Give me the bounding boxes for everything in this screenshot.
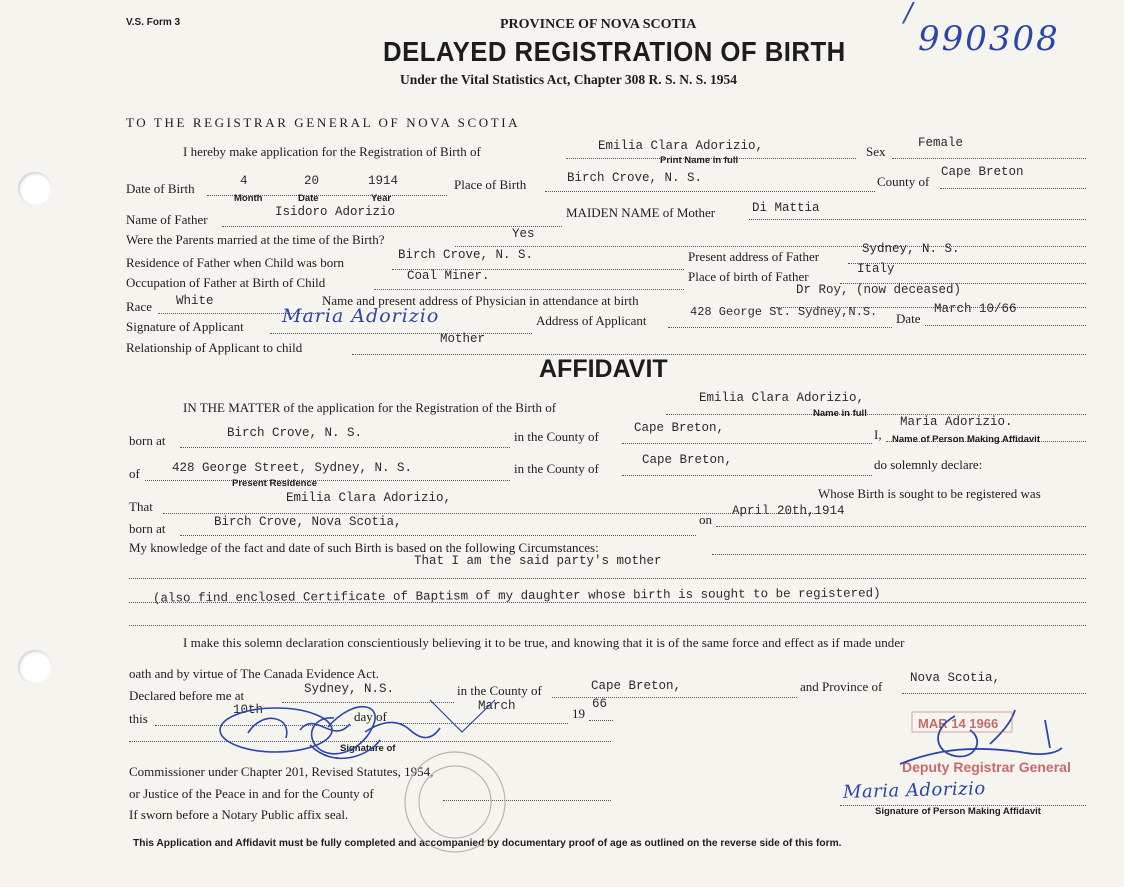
signature-of-caption: Signature of — [340, 743, 396, 754]
applicant-signature: Maria Adorizio — [282, 305, 440, 327]
present-addr-value: Sydney, N. S. — [862, 242, 960, 256]
that-name: Emilia Clara Adorizio, — [286, 491, 452, 505]
justice-line: or Justice of the Peace in and for the County of — [129, 786, 374, 801]
born-at2-label: born at — [129, 521, 166, 536]
whose-label: Whose Birth is sought to be registered was — [818, 486, 1041, 501]
dob-year: 1914 — [368, 174, 399, 188]
province-heading: PROVINCE OF NOVA SCOTIA — [500, 17, 697, 32]
check-mark: / — [904, 0, 913, 28]
circumstance-2: (also find enclosed Certificate of Baptism of my daughter whose birth is sought to be registered) — [152, 586, 881, 606]
affiant-caption: Name of Person Making Affidavit — [892, 434, 1040, 445]
declared-label: Declared before me at — [129, 688, 245, 703]
day-value: 10th — [233, 703, 264, 717]
married-value: Yes — [512, 227, 535, 241]
province-value: Nova Scotia, — [910, 671, 1001, 685]
occupation-value: Coal Miner. — [407, 269, 490, 283]
county-label: County of — [877, 174, 930, 189]
intro-label: I hereby make application for the Registration of Birth of — [183, 144, 481, 159]
born-at-value: Birch Crove, N. S. — [227, 426, 363, 440]
this-label: this — [129, 711, 148, 726]
dob-month: 4 — [240, 174, 248, 188]
on-date: April 20th,1914 — [732, 504, 845, 518]
declare-label: do solemnly declare: — [874, 457, 983, 472]
knowledge-label: My knowledge of the fact and date of such Birth is based on the following Circumstances: — [129, 540, 599, 555]
matter-label: IN THE MATTER of the application for the Registration of the Birth of — [183, 400, 557, 415]
year-prefix: 19 — [572, 706, 585, 721]
deputy-signature — [900, 710, 1062, 764]
form-id: V.S. Form 3 — [126, 17, 181, 28]
mother-name: Di Mattia — [752, 201, 820, 215]
born-at2-value: Birch Crove, Nova Scotia, — [214, 515, 402, 529]
father-birthplace-label: Place of birth of Father — [688, 269, 809, 284]
registration-number: 990308 — [918, 19, 1060, 59]
solemn-line-2: oath and by virtue of The Canada Evidence Act. — [129, 666, 379, 681]
county-value-3: Cape Breton, — [591, 679, 682, 693]
commissioner-line: Commissioner under Chapter 201, Revised Statutes, 1954, — [129, 764, 434, 779]
solemn-line-1: I make this solemn declaration conscientiously believing it to be true, and knowing that it is of the same force and effect as if made under — [183, 635, 905, 650]
date-label: Date — [896, 311, 921, 326]
relationship-value: Mother — [440, 332, 486, 346]
print-name-caption: Print Name in full — [660, 155, 739, 166]
residence-label: Residence of Father when Child was born — [126, 255, 345, 270]
received-stamp-date: MAR 14 1966 — [918, 716, 999, 731]
addressee: TO THE REGISTRAR GENERAL OF NOVA SCOTIA — [126, 115, 521, 130]
residence-caption: Present Residence — [232, 478, 318, 489]
county-label-3: in the County of — [457, 683, 542, 698]
father-birthplace-value: Italy — [857, 262, 895, 276]
race-label: Race — [126, 299, 152, 314]
mother-label: MAIDEN NAME of Mother — [566, 205, 716, 220]
declared-place: Sydney, N.S. — [304, 682, 395, 696]
applicant-addr-value: 428 George St. Sydney,N.S. — [690, 305, 878, 319]
married-label: Were the Parents married at the time of the Birth? — [126, 232, 385, 247]
day-of-label: day of — [354, 709, 387, 724]
sex-label: Sex — [866, 144, 886, 159]
affidavit-name: Emilia Clara Adorizio, — [699, 391, 865, 405]
residence-value: Birch Crove, N. S. — [398, 248, 534, 262]
notary-seal — [405, 752, 505, 852]
occupation-label: Occupation of Father at Birth of Child — [126, 275, 326, 290]
notary-line: If sworn before a Notary Public affix seal. — [129, 807, 349, 822]
act-subtitle: Under the Vital Statistics Act, Chapter 308 R. S. N. S. 1954 — [400, 72, 738, 87]
physician-value: Dr Roy, (now deceased) — [796, 283, 962, 297]
deputy-registrar-caption: Deputy Registrar General — [902, 759, 1071, 775]
county-label-1: in the County of — [514, 429, 599, 444]
affiant-signature-caption: Signature of Person Making Affidavit — [875, 806, 1041, 817]
received-stamp — [912, 712, 1012, 732]
county-value-2: Cape Breton, — [642, 453, 733, 467]
county-value: Cape Breton — [941, 165, 1024, 179]
dob-label: Date of Birth — [126, 181, 195, 196]
commissioner-signature — [220, 700, 495, 758]
province-label: and Province of — [800, 679, 883, 694]
county-value-1: Cape Breton, — [634, 421, 725, 435]
affiant-name: Maria Adorizio. — [900, 415, 1013, 429]
residence-affidavit: 428 George Street, Sydney, N. S. — [172, 461, 413, 475]
affiant-signature: Maria Adorizio — [842, 778, 987, 803]
present-addr-label: Present address of Father — [688, 249, 820, 264]
circumstance-1: That I am the said party's mother — [414, 554, 662, 568]
date-caption: Date — [298, 193, 319, 204]
month-value: March — [478, 699, 516, 713]
race-value: White — [176, 294, 214, 308]
sex-value: Female — [918, 136, 964, 150]
father-label: Name of Father — [126, 212, 208, 227]
date-value: March 10/66 — [934, 302, 1017, 316]
of-label: of — [129, 466, 140, 481]
page-title: DELAYED REGISTRATION OF BIRTH — [383, 36, 846, 67]
that-label: That — [129, 499, 153, 514]
year-value: 66 — [592, 697, 608, 711]
born-at-label: born at — [129, 433, 166, 448]
child-name: Emilia Clara Adorizio, — [598, 139, 764, 153]
footer-note: This Application and Affidavit must be fully completed and accompanied by documentary proof of age as outlined on the reverse side of this form. — [133, 838, 842, 849]
dob-date: 20 — [304, 174, 320, 188]
relationship-label: Relationship of Applicant to child — [126, 340, 303, 355]
name-caption: Name in full — [813, 408, 867, 419]
applicant-addr-label: Address of Applicant — [536, 313, 647, 328]
place-label: Place of Birth — [454, 177, 527, 192]
county-label-2: in the County of — [514, 461, 599, 476]
month-caption: Month — [234, 193, 263, 204]
i-label: I, — [874, 427, 882, 442]
father-name: Isidoro Adorizio — [275, 205, 396, 219]
on-label: on — [699, 512, 712, 527]
place-value: Birch Crove, N. S. — [567, 171, 703, 185]
year-caption: Year — [371, 193, 392, 204]
signature-label: Signature of Applicant — [126, 319, 244, 334]
affidavit-title: AFFIDAVIT — [539, 355, 668, 383]
physician-label: Name and present address of Physician in attendance at birth — [322, 293, 639, 308]
